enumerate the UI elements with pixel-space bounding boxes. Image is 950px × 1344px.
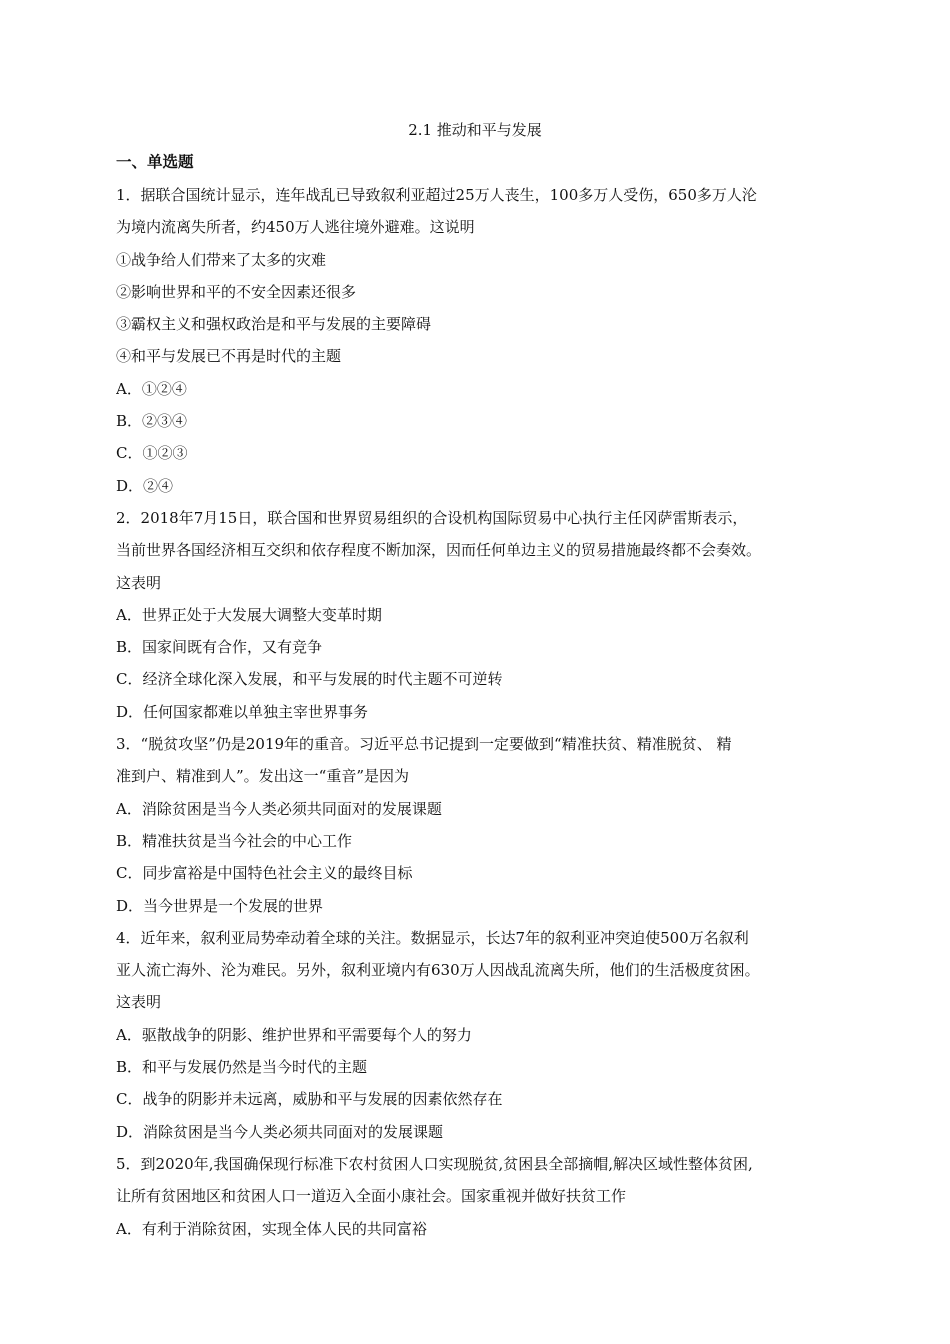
answer-option: D．当今世界是一个发展的世界 [116,896,324,915]
text-line: 3．“脱贫攻坚”仍是2019年的重音。习近平总书记提到一定要做到“精准扶贫、精准脱贫、 精 [116,735,732,754]
answer-option: D．②④ [116,476,174,495]
text-line: ④和平与发展已不再是时代的主题 [116,347,342,366]
text-line: ③霸权主义和强权政治是和平与发展的主要障碍 [116,315,432,334]
text-line: 让所有贫困地区和贫困人口一道迈入全面小康社会。国家重视并做好扶贫工作 [116,1187,627,1206]
answer-option: B．精准扶贫是当今社会的中心工作 [116,831,353,850]
text-line: 这表明 [116,993,162,1012]
text-line: 准到户、精准到人”。发出这一“重音”是因为 [116,767,410,786]
section-heading: 一、单选题 [116,153,194,171]
answer-option: C．战争的阴影并未远离，威胁和平与发展的因素依然存在 [116,1090,503,1109]
answer-option: C．同步富裕是中国特色社会主义的最终目标 [116,864,413,883]
answer-option: A．驱散战争的阴影、维护世界和平需要每个人的努力 [116,1025,472,1044]
text-line: 4．近年来，叙利亚局势牵动着全球的关注。数据显示，长达7年的叙利亚冲突迫使500万名叙利 [116,928,749,947]
answer-option: A．消除贫困是当今人类必须共同面对的发展课题 [116,799,442,818]
answer-option: D．消除贫困是当今人类必须共同面对的发展课题 [116,1122,444,1141]
text-line: 为境内流离失所者，约450万人逃往境外避难。这说明 [116,218,475,237]
question-list [116,179,836,1245]
answer-option: C．经济全球化深入发展，和平与发展的时代主题不可逆转 [116,670,503,689]
text-line: ②影响世界和平的不安全因素还很多 [116,282,357,301]
answer-option: A．有利于消除贫困，实现全体人民的共同富裕 [116,1219,427,1238]
text-line: ①战争给人们带来了太多的灾难 [116,250,327,269]
answer-option: C．①②③ [116,444,188,463]
answer-option: D．任何国家都难以单独主宰世界事务 [116,702,369,721]
text-line: 这表明 [116,573,162,592]
answer-option: B．和平与发展仍然是当今时代的主题 [116,1058,368,1077]
text-line: 2．2018年7月15日，联合国和世界贸易组织的合设机构国际贸易中心执行主任冈萨雷斯表示， [116,508,748,527]
text-line: 1．据联合国统计显示，连年战乱已导致叙利亚超过25万人丧生，100多万人受伤，650多万人沦 [116,186,757,204]
text-line: 亚人流亡海外、沦为难民。另外，叙利亚境内有630万人因战乱流离失所，他们的生活极度贫困。 [116,961,760,980]
answer-option: B．国家间既有合作，又有竞争 [116,638,323,657]
answer-option: B．②③④ [116,412,188,431]
answer-option: A．世界正处于大发展大调整大变革时期 [116,605,382,624]
answer-option: A．①②④ [116,379,187,398]
document-title: 2.1 推动和平与发展 [408,121,542,139]
text-line: 5．到2020年,我国确保现行标准下农村贫困人口实现脱贫,贫困县全部摘帽,解决区域性整体贫困, [116,1154,753,1173]
text-line: 当前世界各国经济相互交织和依存程度不断加深，因而任何单边主义的贸易措施最终都不会奏效。 [116,541,762,560]
